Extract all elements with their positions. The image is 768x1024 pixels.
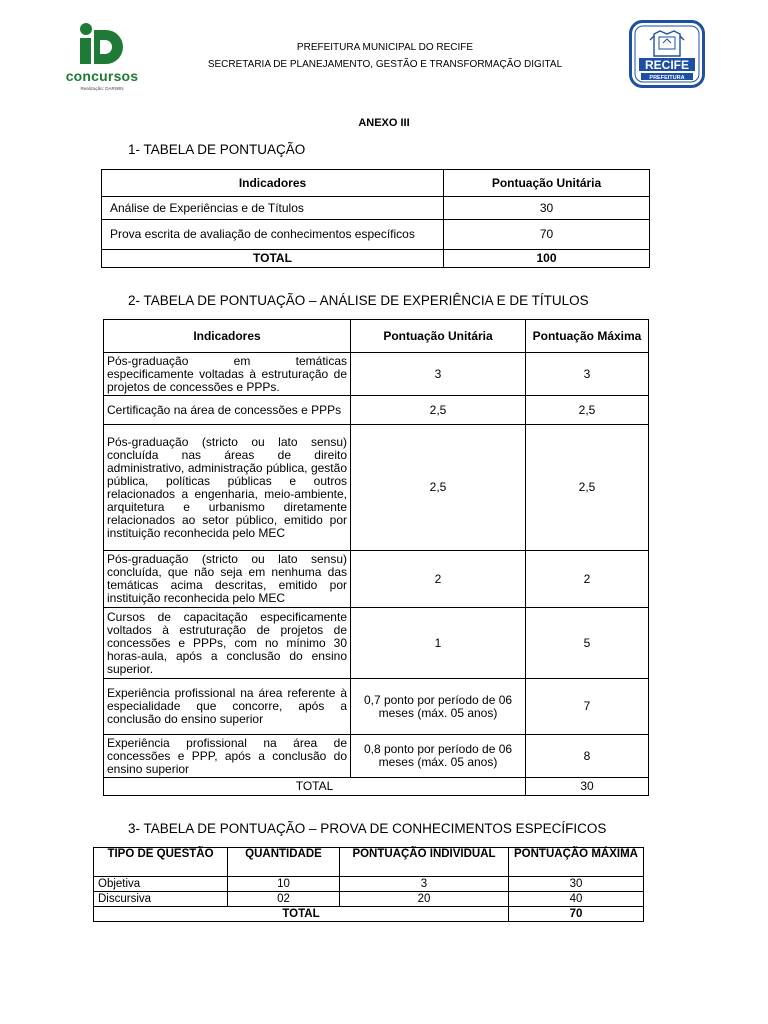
section-3-title: 3- TABELA DE PONTUAÇÃO – PROVA DE CONHECIMENTOS ESPECÍFICOS	[128, 821, 607, 836]
table-row	[104, 608, 649, 679]
header-line-2: SECRETARIA DE PLANEJAMENTO, GESTÃO E TRANSFORMAÇÃO DIGITAL	[207, 59, 563, 70]
indicator-cell: Cursos de capacitação especificamente voltados à estruturação de projetos de concessões e PPPs, com no mínimo 30 horas-aula, após a conclusão do ensino superior.	[104, 608, 351, 679]
indicator-cell: Experiência profissional na área de concessões e PPP, após a conclusão do ensino superior	[104, 735, 351, 778]
individual-score-cell: 3	[340, 877, 509, 892]
recife-logo-subtext: PREFEITURA	[649, 75, 685, 81]
column-header: PONTUAÇÃO MÁXIMA	[509, 848, 644, 877]
indicator-cell: Análise de Experiências e de Títulos	[102, 197, 444, 220]
concursos-logo-subtext: Realização: DARWIN	[80, 86, 124, 91]
total-value: 70	[509, 907, 644, 922]
total-row	[94, 907, 644, 922]
unit-score-cell: 2	[351, 551, 526, 608]
unit-score-cell: 3	[351, 353, 526, 396]
indicator-cell: Pós-graduação (stricto ou lato sensu) concluída nas áreas de direito administrativo, administração pública, gestão pública, políticas públicas e outros relacionados a engenharia, meio-ambiente, arquitetura e urbanismo diretamente relacionados ao setor público, emitido por instituição reconhecida pelo MEC	[104, 425, 351, 551]
indicator-cell: Experiência profissional na área referente à especialidade que concorre, após a conclusão do ensino superior	[104, 679, 351, 735]
indicator-cell: Prova escrita de avaliação de conhecimentos específicos	[102, 220, 444, 250]
scoring-table-specific-knowledge	[93, 847, 644, 922]
recife-logo-text: RECIFE	[644, 58, 690, 72]
unit-score-cell: 1	[351, 608, 526, 679]
table-row	[104, 396, 649, 425]
column-header: TIPO DE QUESTÃO	[94, 848, 228, 877]
table-header-row	[104, 320, 649, 353]
table-row	[102, 197, 650, 220]
column-header: Indicadores	[104, 320, 351, 353]
quantity-cell: 10	[228, 877, 340, 892]
concursos-logo-icon	[76, 20, 126, 70]
max-score-cell: 3	[526, 353, 649, 396]
concursos-logo-text: concursos	[65, 68, 139, 84]
total-label: TOTAL	[104, 778, 526, 796]
scoring-table-experience-titles	[103, 319, 649, 796]
score-cell: 30	[444, 197, 650, 220]
question-type-cell: Discursiva	[94, 892, 228, 907]
column-header: Pontuação Máxima	[526, 320, 649, 353]
section-2-title: 2- TABELA DE PONTUAÇÃO – ANÁLISE DE EXPERIÊNCIA E DE TÍTULOS	[128, 293, 589, 308]
column-header: PONTUAÇÃO INDIVIDUAL	[340, 848, 509, 877]
max-score-cell: 8	[526, 735, 649, 778]
column-header: Pontuação Unitária	[351, 320, 526, 353]
table-row	[104, 551, 649, 608]
column-header: QUANTIDADE	[228, 848, 340, 877]
individual-score-cell: 20	[340, 892, 509, 907]
indicator-cell: Pós-graduação em temáticas especificamente voltadas à estruturação de projetos de concessões e PPPs.	[104, 353, 351, 396]
table-row	[102, 220, 650, 250]
max-score-cell: 40	[509, 892, 644, 907]
table-header-row	[94, 848, 644, 877]
score-cell: 70	[444, 220, 650, 250]
max-score-cell: 2	[526, 551, 649, 608]
total-row	[102, 250, 650, 268]
unit-score-cell: 0,7 ponto por período de 06 meses (máx. 05 anos)	[351, 679, 526, 735]
unit-score-cell: 2,5	[351, 396, 526, 425]
table-row	[104, 425, 649, 551]
table-row	[104, 735, 649, 778]
section-1-title: 1- TABELA DE PONTUAÇÃO	[128, 142, 306, 157]
indicator-cell: Certificação na área de concessões e PPPs	[104, 396, 351, 425]
max-score-cell: 2,5	[526, 396, 649, 425]
concursos-logo	[62, 20, 142, 95]
header-line-1: PREFEITURA MUNICIPAL DO RECIFE	[296, 42, 474, 53]
max-score-cell: 5	[526, 608, 649, 679]
scoring-table-general	[101, 169, 650, 268]
annex-title: ANEXO III	[358, 117, 410, 129]
column-header: Pontuação Unitária	[444, 170, 650, 197]
max-score-cell: 2,5	[526, 425, 649, 551]
total-row	[104, 778, 649, 796]
total-value: 100	[444, 250, 650, 268]
table-header-row	[102, 170, 650, 197]
question-type-cell: Objetiva	[94, 877, 228, 892]
column-header: Indicadores	[102, 170, 444, 197]
indicator-cell: Pós-graduação (stricto ou lato sensu) concluída, que não seja em nenhuma das temáticas acima descritas, emitido por instituição reconhecida pelo MEC	[104, 551, 351, 608]
total-label: TOTAL	[102, 250, 444, 268]
table-row	[94, 892, 644, 907]
quantity-cell: 02	[228, 892, 340, 907]
table-row	[94, 877, 644, 892]
total-value: 30	[526, 778, 649, 796]
unit-score-cell: 0,8 ponto por período de 06 meses (máx. 05 anos)	[351, 735, 526, 778]
max-score-cell: 7	[526, 679, 649, 735]
table-row	[104, 679, 649, 735]
unit-score-cell: 2,5	[351, 425, 526, 551]
max-score-cell: 30	[509, 877, 644, 892]
total-label: TOTAL	[94, 907, 509, 922]
recife-prefeitura-logo	[629, 20, 705, 88]
table-row	[104, 353, 649, 396]
